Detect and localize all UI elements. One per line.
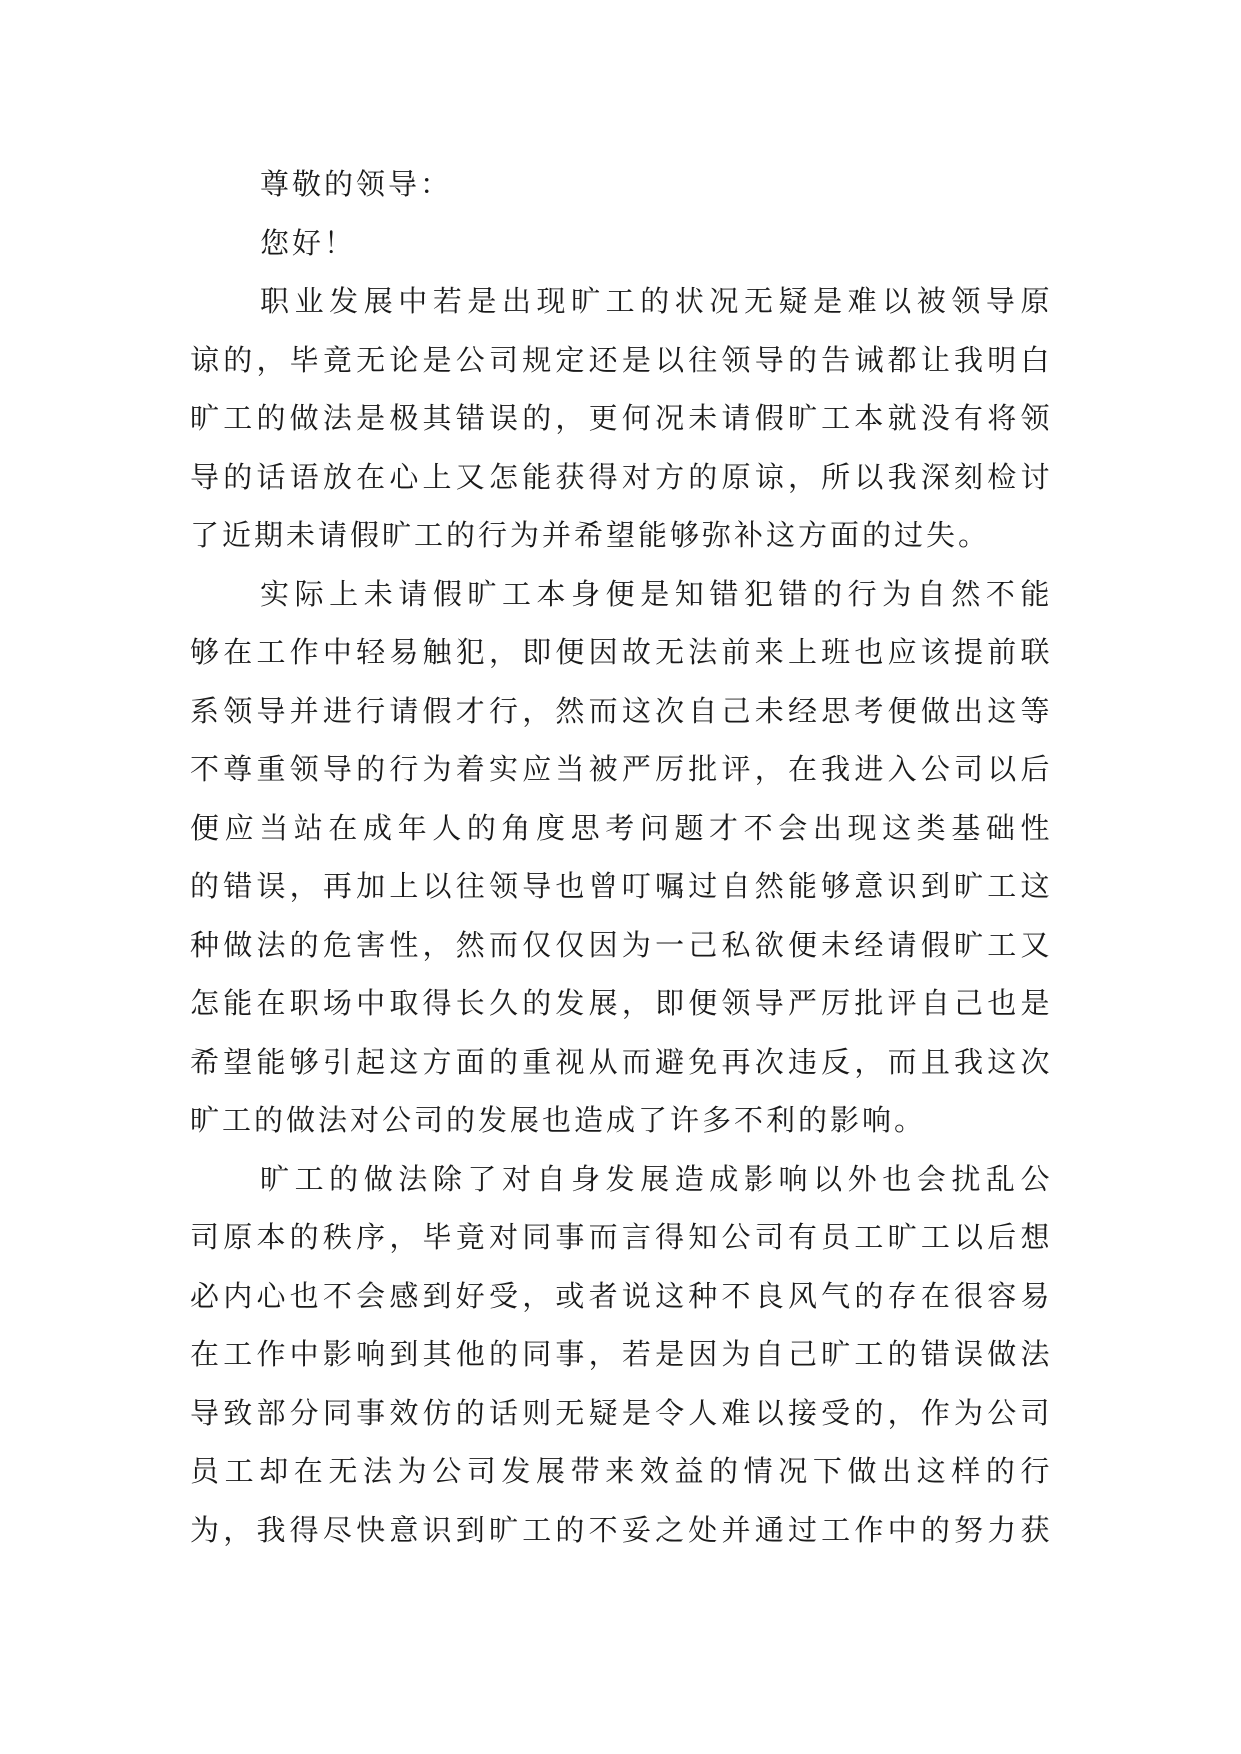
- paragraph-2: [190, 565, 1050, 1150]
- paragraph-line: 为，我得尽快意识到旷工的不妥之处并通过工作中的努力获: [190, 1512, 1050, 1547]
- paragraph-line: 了近期未请假旷工的行为并希望能够弥补这方面的过失。: [190, 518, 991, 552]
- paragraph-line: 在工作中影响到其他的同事，若是因为自己旷工的错误做法: [190, 1337, 1050, 1371]
- paragraph-line: 职业发展中若是出现旷工的状况无疑是难以被领导原: [260, 284, 1050, 318]
- paragraph-line: 旷工的做法对公司的发展也造成了许多不利的影响。: [190, 1103, 927, 1137]
- greeting: 您好！: [260, 225, 357, 260]
- paragraph-line: 种做法的危害性，然而仅仅因为一己私欲便未经请假旷工又: [190, 927, 1050, 962]
- paragraph-line: 导的话语放在心上又怎能获得对方的原谅，所以我深刻检讨: [190, 459, 1050, 494]
- paragraph-line: 员工却在无法为公司发展带来效益的情况下做出这样的行: [190, 1454, 1050, 1488]
- paragraph-line: 怎能在职场中取得长久的发展，即便领导严厉批评自己也是: [190, 986, 1050, 1020]
- salutation: 尊敬的领导：: [260, 167, 453, 201]
- paragraph-line: 旷工的做法除了对自身发展造成影响以外也会扰乱公: [260, 1161, 1050, 1196]
- paragraph-line: 的错误，再加上以往领导也曾叮嘱过自然能够意识到旷工这: [190, 869, 1050, 903]
- paragraph-line: 谅的，毕竟无论是公司规定还是以往领导的告诫都让我明白: [190, 342, 1050, 377]
- paragraph-1: [190, 272, 1050, 565]
- paragraph-3: [190, 1150, 1050, 1560]
- paragraph-line: 不尊重领导的行为着实应当被严厉批评，在我进入公司以后: [190, 752, 1050, 786]
- paragraph-line: 希望能够引起这方面的重视从而避免再次违反，而且我这次: [190, 1044, 1050, 1079]
- paragraph-line: 够在工作中轻易触犯，即便因故无法前来上班也应该提前联: [190, 635, 1050, 669]
- paragraph-line: 导致部分同事效仿的话则无疑是令人难以接受的，作为公司: [190, 1395, 1050, 1430]
- paragraph-line: 系领导并进行请假才行，然而这次自己未经思考便做出这等: [190, 693, 1050, 728]
- paragraph-line: 便应当站在成年人的角度思考问题才不会出现这类基础性: [190, 810, 1050, 845]
- paragraph-line: 司原本的秩序，毕竟对同事而言得知公司有员工旷工以后想: [190, 1220, 1050, 1254]
- letter-body: [190, 155, 1050, 1559]
- paragraph-line: 旷工的做法是极其错误的，更何况未请假旷工本就没有将领: [190, 401, 1050, 435]
- paragraph-line: 必内心也不会感到好受，或者说这种不良风气的存在很容易: [190, 1278, 1050, 1313]
- paragraph-line: 实际上未请假旷工本身便是知错犯错的行为自然不能: [260, 576, 1050, 611]
